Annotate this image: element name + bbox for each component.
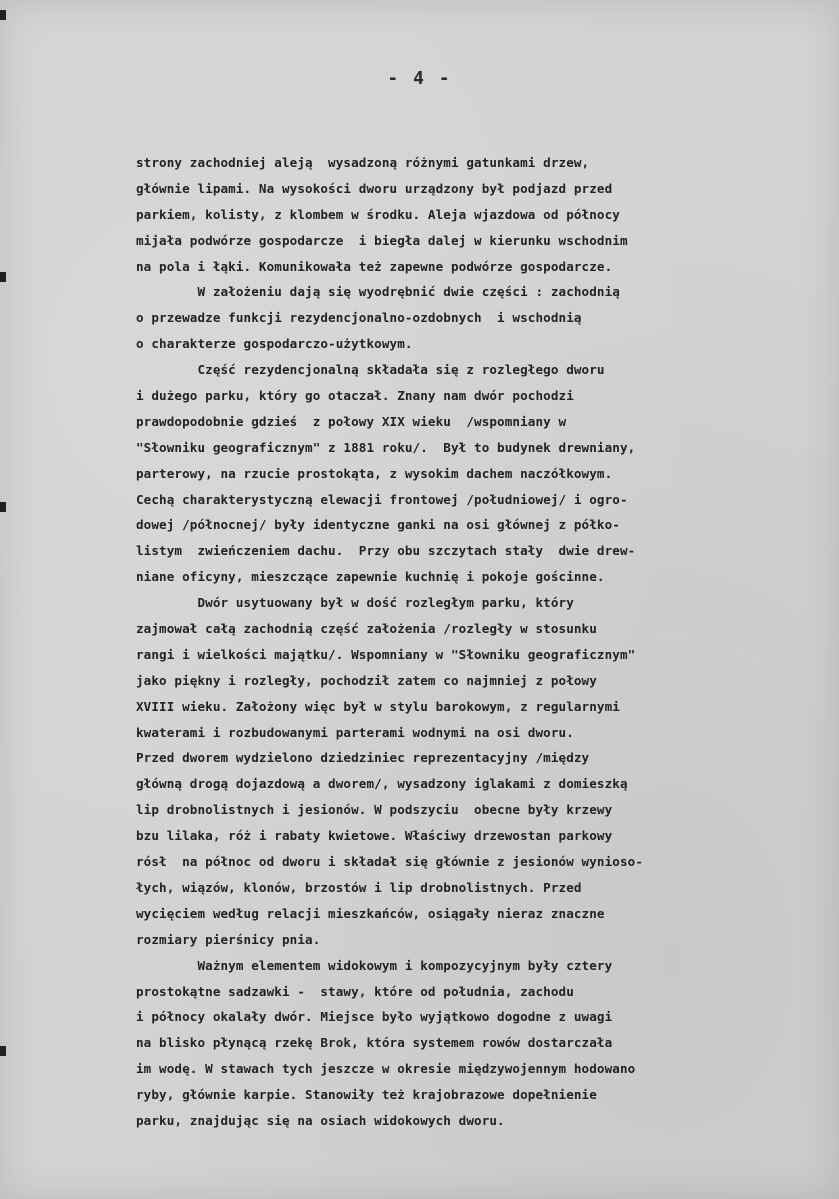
scan-edge-mark xyxy=(0,272,6,282)
text-line: strony zachodniej aleją wysadzoną różnymi gatunkami drzew, xyxy=(136,155,590,170)
text-line: Dwór usytuowany był w dość rozległym parku, który xyxy=(136,595,574,611)
text-line: i dużego parku, który go otaczał. Znany nam dwór pochodzi xyxy=(136,388,574,404)
scan-edge-mark xyxy=(0,10,6,20)
text-line: Ważnym elementem widokowym i kompozycyjnym były cztery xyxy=(136,957,613,973)
text-line: prostokątne sadzawki - stawy, które od południa, zachodu xyxy=(136,983,574,999)
body-text xyxy=(136,150,821,1134)
text-line: Część rezydencjonalną składała się z rozległego dworu xyxy=(136,362,605,378)
text-line: XVIII wieku. Założony więc był w stylu barokowym, z regularnymi xyxy=(136,698,620,714)
text-line: rangi i wielkości majątku/. Wspomniany w "Słowniku geograficznym" xyxy=(136,646,636,662)
text-line: kwaterami i rozbudowanymi parterami wodnymi na osi dworu. xyxy=(136,724,574,740)
text-line: lip drobnolistnych i jesionów. W podszyciu obecne były krzewy xyxy=(136,802,613,818)
text-line: niane oficyny, mieszczące zapewnie kuchnię i pokoje gościnne. xyxy=(136,569,605,585)
text-line: rósł na północ od dworu i składał się głównie z jesionów wynioso- xyxy=(136,854,644,870)
text-line: dowej /północnej/ były identyczne ganki na osi głównej z półko- xyxy=(136,517,620,533)
text-line: Przed dworem wydzielono dziedziniec reprezentacyjny /między xyxy=(136,750,590,766)
text-line: o przewadze funkcji rezydencjonalno-ozdobnych i wschodnią xyxy=(136,310,582,326)
text-line: łych, wiązów, klonów, brzostów i lip drobnolistnych. Przed xyxy=(136,879,582,895)
text-line: zajmował całą zachodnią część założenia /rozległy w stosunku xyxy=(136,621,597,637)
text-line: ryby, głównie karpie. Stanowiły też krajobrazowe dopełnienie xyxy=(136,1087,597,1103)
text-line: na pola i łąki. Komunikowała też zapewne podwórze gospodarcze. xyxy=(136,258,613,274)
scan-edge-mark xyxy=(0,502,6,512)
text-line: W założeniu dają się wyodrębnić dwie części : zachodnią xyxy=(136,284,620,300)
text-line: rozmiary pierśnicy pnia. xyxy=(136,931,321,947)
text-line: listym zwieńczeniem dachu. Przy obu szczytach stały dwie drew- xyxy=(136,543,636,559)
scan-edge-mark xyxy=(0,1046,6,1056)
text-line: im wodę. W stawach tych jeszcze w okresie międzywojennym hodowano xyxy=(136,1061,636,1077)
text-line: parku, znajdując się na osiach widokowych dworu. xyxy=(136,1112,505,1128)
text-line: Cechą charakterystyczną elewacji frontowej /południowej/ i ogro- xyxy=(136,491,628,507)
text-line: prawdopodobnie gdzieś z połowy XIX wieku /wspomniany w xyxy=(136,413,567,429)
text-line: parterowy, na rzucie prostokąta, z wysokim dachem naczółkowym. xyxy=(136,465,613,481)
text-line: parkiem, kolisty, z klombem w środku. Aleja wjazdowa od północy xyxy=(136,206,620,222)
text-line: "Słowniku geograficznym" z 1881 roku/. Był to budynek drewniany, xyxy=(136,439,636,455)
text-line: głównie lipami. Na wysokości dworu urządzony był podjazd przed xyxy=(136,180,613,196)
text-line: o charakterze gospodarczo-użytkowym. xyxy=(136,336,413,352)
text-line: jako piękny i rozległy, pochodził zatem co najmniej z połowy xyxy=(136,672,597,688)
text-line: bzu lilaka, róż i rabaty kwietowe. Właściwy drzewostan parkowy xyxy=(136,828,613,844)
text-line: na blisko płynącą rzekę Brok, która systemem rowów dostarczała xyxy=(136,1035,613,1051)
page-number: - 4 - xyxy=(387,68,452,89)
text-line: główną drogą dojazdową a dworem/, wysadzony iglakami z domieszką xyxy=(136,776,628,792)
text-line: mijała podwórze gospodarcze i biegła dalej w kierunku wschodnim xyxy=(136,232,628,248)
text-line: i północy okalały dwór. Miejsce było wyjątkowo dogodne z uwagi xyxy=(136,1009,613,1025)
text-line: wycięciem według relacji mieszkańców, osiągały nieraz znaczne xyxy=(136,905,605,921)
